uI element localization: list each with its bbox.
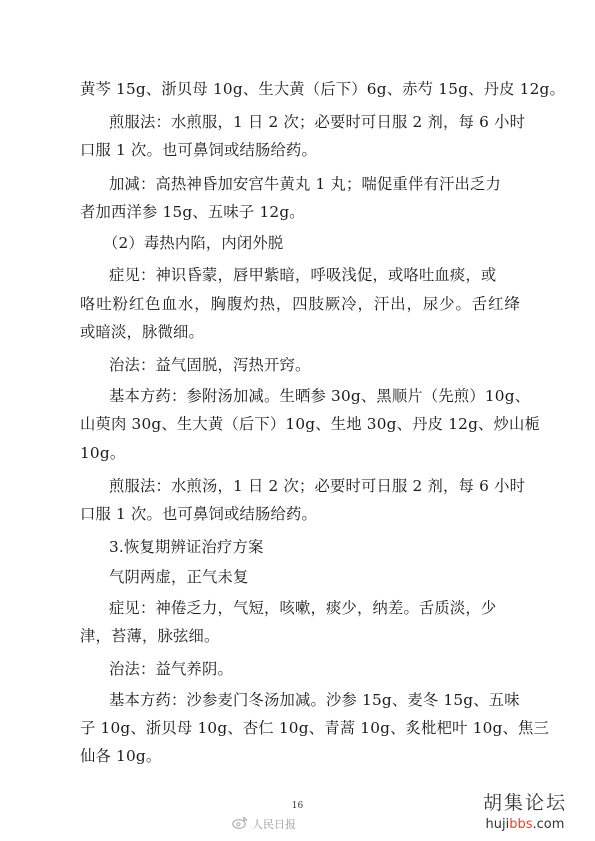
text-line: 症见：神识昏蒙，唇甲紫暗，呼吸浅促，或咯吐血痰，或: [109, 266, 497, 284]
watermark-text: 人民日报: [252, 818, 296, 831]
text-line: 症见：神倦乏力，气短，咳嗽，痰少，纳差。舌质淡，少: [109, 599, 497, 617]
text-line: 口服 1 次。也可鼻饲或结肠给药。: [80, 141, 318, 159]
text-line: 基本方药：参附汤加减。生晒参 30g、黑顺片（先煎）10g、: [109, 387, 531, 405]
brand-name: 胡集论坛: [482, 792, 567, 814]
text-line: 津，苔薄，脉弦细。: [80, 627, 220, 645]
forum-brand-logo: [475, 788, 575, 832]
section-heading: 3.恢复期辨证治疗方案: [109, 538, 264, 556]
text-line: 煎服法：水煎汤，1 日 2 次；必要时可日服 2 剂，每 6 小时: [109, 477, 526, 495]
text-line: 山萸肉 30g、生大黄（后下）10g、生地 30g、丹皮 12g、炒山栀: [80, 415, 541, 433]
text-line: 仙各 10g。: [80, 747, 162, 765]
brand-url: [475, 817, 575, 832]
text-line: 者加西洋参 15g、五味子 12g。: [80, 203, 305, 221]
text-line: 口服 1 次。也可鼻饲或结肠给药。: [80, 505, 318, 523]
section-heading: （2）毒热内陷，内闭外脱: [103, 234, 284, 252]
text-line: 黄芩 15g、浙贝母 10g、生大黄（后下）6g、赤芍 15g、丹皮 12g。: [80, 80, 566, 98]
text-line: 咯吐粉红色血水，胸腹灼热，四肢厥冷，汗出，尿少。舌红绛: [80, 295, 520, 313]
source-watermark: [232, 816, 296, 832]
weibo-icon: [232, 816, 248, 832]
text-line: 10g。: [80, 444, 126, 462]
brand-url-accent: bbs: [509, 817, 533, 832]
text-line: 或暗淡，脉微细。: [80, 323, 204, 341]
brand-url-prefix: huji: [485, 817, 510, 832]
text-line: 煎服法：水煎服，1 日 2 次；必要时可日服 2 剂，每 6 小时: [109, 113, 526, 131]
brand-url-suffix: .com: [532, 817, 565, 832]
text-line: 治法：益气固脱，泻热开窍。: [109, 356, 311, 374]
text-line: 基本方药：沙参麦门冬汤加减。沙参 15g、麦冬 15g、五味: [109, 691, 520, 709]
text-line: 加减：高热神昏加安宫牛黄丸 1 丸；喘促重伴有汗出乏力: [109, 175, 501, 193]
page-number: 16: [291, 801, 304, 811]
text-line: 治法：益气养阴。: [109, 660, 233, 678]
section-heading: 气阴两虚，正气未复: [109, 568, 249, 586]
text-line: 子 10g、浙贝母 10g、杏仁 10g、青蒿 10g、炙枇杷叶 10g、焦三: [80, 719, 550, 737]
